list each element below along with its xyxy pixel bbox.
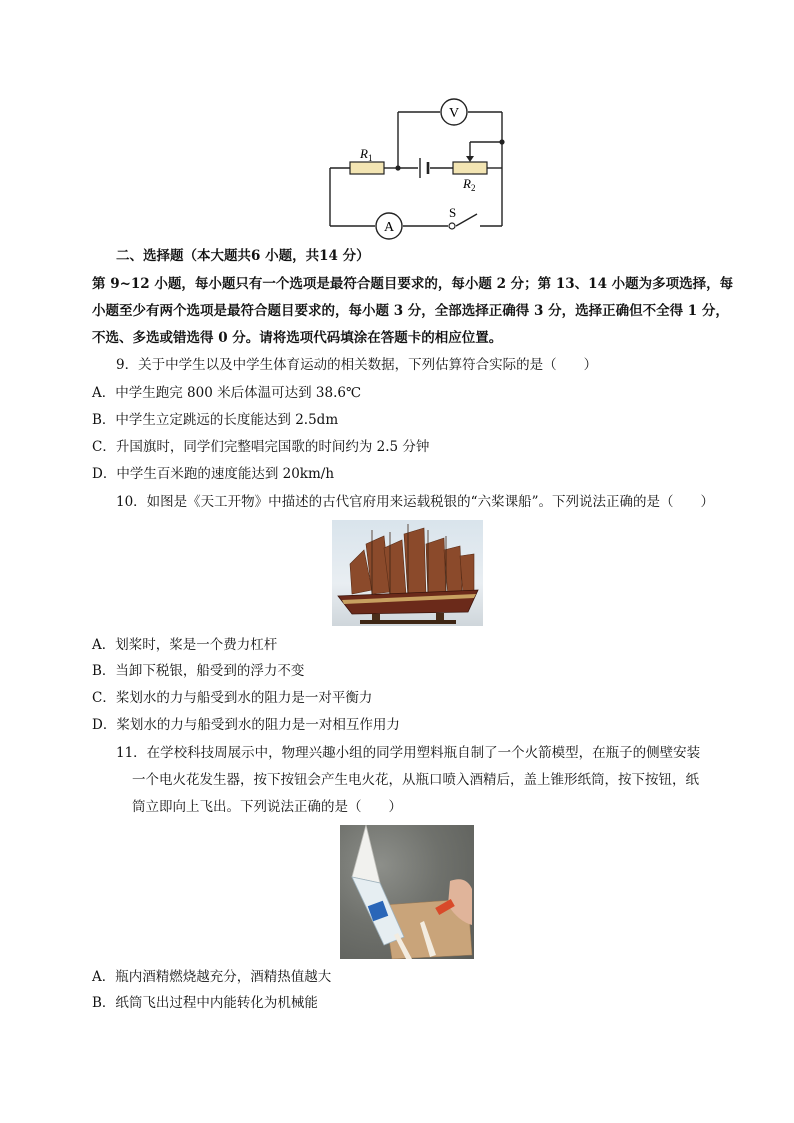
- question-11-option-a: A．瓶内酒精燃烧越充分，酒精热值越大: [92, 969, 332, 985]
- question-10-option-b: B．当卸下税银，船受到的浮力不变: [92, 663, 305, 679]
- question-11-stem-line: 筒立即向上飞出。下列说法正确的是（ ）: [132, 799, 402, 815]
- resistor-r2: [453, 162, 487, 174]
- ammeter-label: A: [383, 220, 395, 235]
- question-11-stem-line: 11．在学校科技周展示中，物理兴趣小组的同学用塑料瓶自制了一个火箭模型，在瓶子的侧壁安装: [116, 745, 701, 761]
- question-9-option-c: C．升国旗时，同学们完整唱完国歌的时间约为 2.5 分钟: [92, 439, 430, 455]
- question-10-option-a: A．划桨时，桨是一个费力杠杆: [92, 637, 278, 653]
- r1-label: $R_1$: [360, 146, 373, 163]
- circuit-diagram: [320, 90, 520, 240]
- junction-dot: [395, 165, 400, 170]
- ship-model-photo: [332, 520, 483, 626]
- question-11-stem-line: 一个电火花发生器，按下按钮会产生电火花，从瓶口喷入酒精后，盖上锥形纸筒，按下按钮，纸: [132, 772, 699, 788]
- question-9-option-d: D．中学生百米跑的速度能达到 20km/h: [92, 466, 335, 482]
- section-instruction-line: 第 9~12 小题，每小题只有一个选项是最符合题目要求的，每小题 2 分；第 13、14 小题为多项选择，每: [92, 276, 734, 292]
- switch-contact: [449, 223, 455, 229]
- resistor-r1: [350, 162, 384, 174]
- question-10-option-c: C．桨划水的力与船受到水的阻力是一对平衡力: [92, 690, 373, 706]
- question-10-option-d: D．桨划水的力与船受到水的阻力是一对相互作用力: [92, 717, 400, 733]
- question-9-option-a: A．中学生跑完 800 米后体温可达到 38.6℃: [92, 385, 362, 401]
- rocket-model-photo: [340, 825, 474, 959]
- bottle-rocket-icon: [340, 825, 474, 959]
- junction-dot: [499, 139, 504, 144]
- question-11-option-b: B．纸筒飞出过程中内能转化为机械能: [92, 995, 318, 1011]
- voltmeter-label: V: [448, 106, 460, 121]
- r2-label: $R_2$: [463, 176, 476, 193]
- section-instruction-line: 小题至少有两个选项是最符合题目要求的，每小题 3 分，全部选择正确得 3 分，选择正确但不全得 1 分，: [92, 303, 729, 319]
- section-heading: 二、选择题（本大题共6 小题，共14 分）: [116, 248, 370, 264]
- section-instruction-line: 不选、多选或错选得 0 分。请将选项代码填涂在答题卡的相应位置。: [92, 330, 503, 346]
- question-9-option-b: B．中学生立定跳远的长度能达到 2.5dm: [92, 412, 339, 428]
- question-9-stem: 9．关于中学生以及中学生体育运动的相关数据，下列估算符合实际的是（ ）: [116, 357, 598, 373]
- slider-arrow-icon: [466, 156, 474, 162]
- ship-icon: [332, 520, 483, 626]
- switch-label: S: [449, 205, 457, 220]
- question-10-stem: 10．如图是《天工开物》中描述的古代官府用来运载税银的“六桨课船”。下列说法正确的是（ ）: [116, 494, 714, 510]
